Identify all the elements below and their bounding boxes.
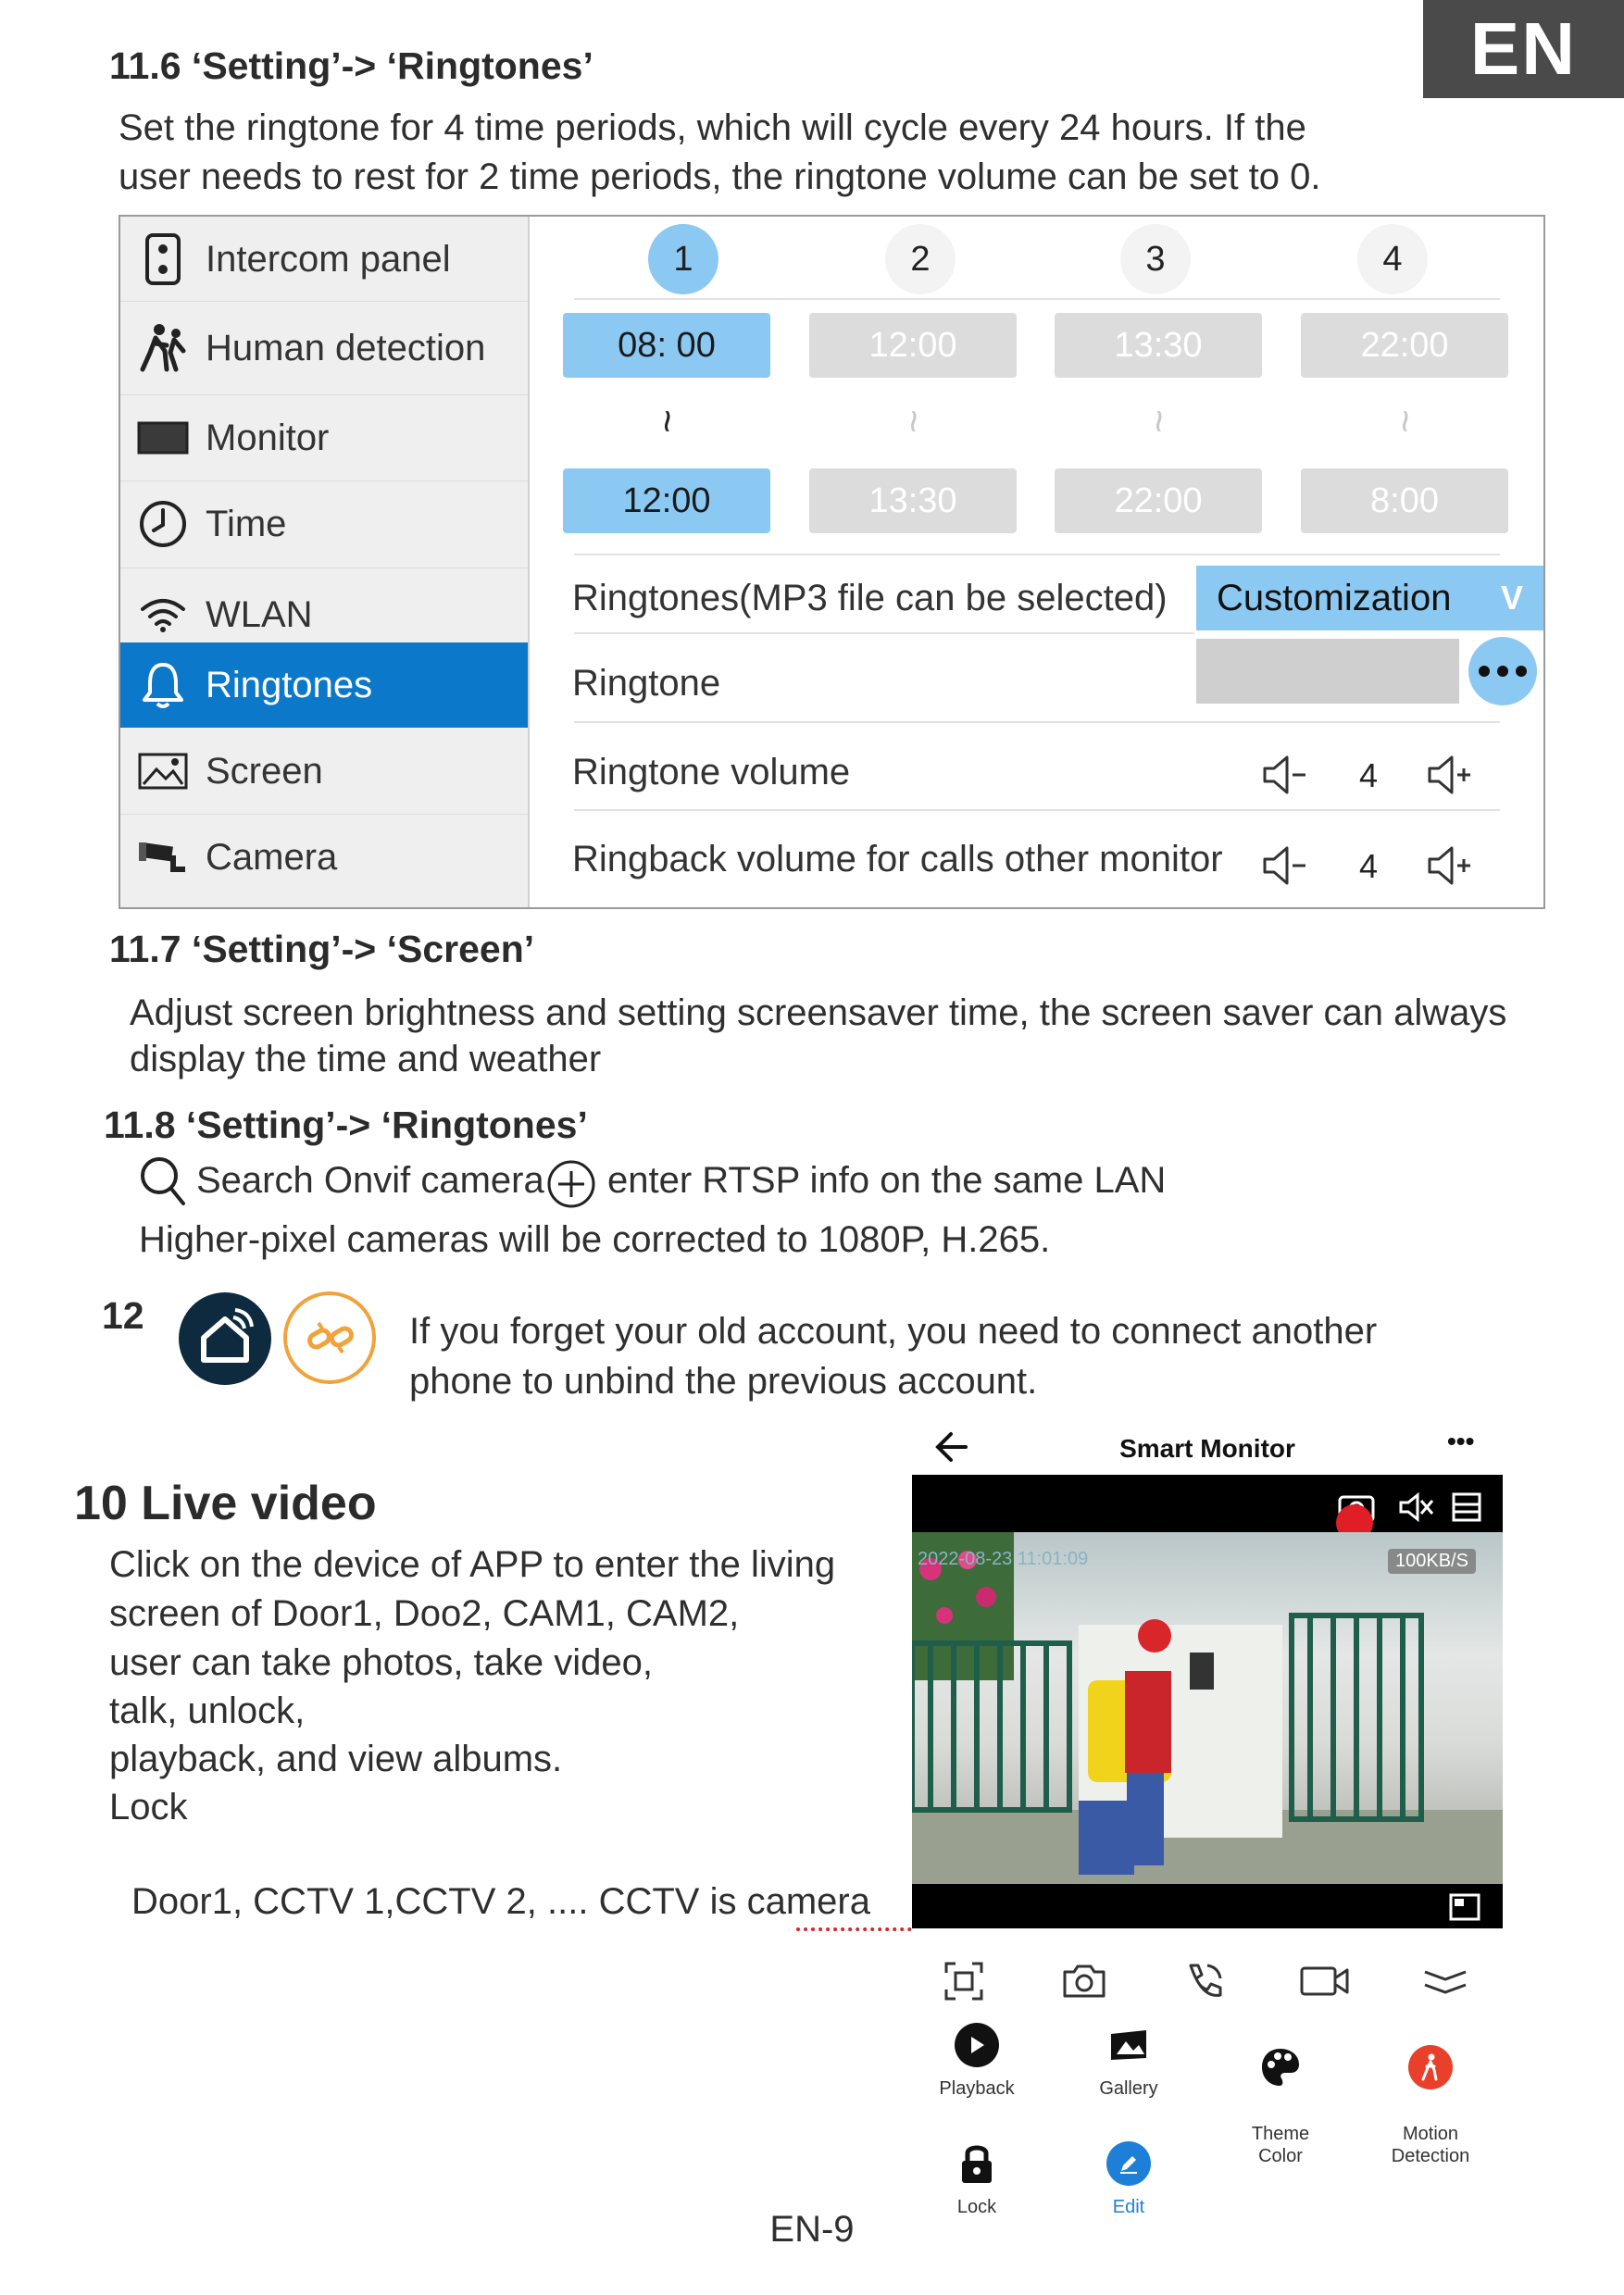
sidebar-item-label: Ringtones [206, 664, 373, 705]
theme-color-button[interactable] [1225, 2023, 1336, 2167]
edit-icon [1106, 2141, 1151, 2186]
sidebar-item-label: Monitor [206, 417, 330, 458]
period-1-start[interactable]: 08: 00 [563, 313, 770, 378]
monitor-icon [137, 412, 189, 464]
video-record-icon[interactable] [1297, 1953, 1353, 2009]
ringtone-volume-label: Ringtone volume [572, 752, 851, 792]
section-12-line2: phone to unbind the previous account. [409, 1361, 1038, 1402]
speaker-plus-icon [1426, 754, 1474, 796]
section-11-6-line2: user needs to rest for 2 time periods, the ringtone volume can be set to 0. [119, 156, 1321, 197]
sidebar-item-label: Time [206, 503, 287, 544]
motion-icon [1408, 2045, 1453, 2089]
camera-icon [137, 831, 189, 883]
settings-sidebar [120, 217, 530, 907]
ringtone-volume-down-button[interactable] [1261, 754, 1309, 804]
sidebar-item-screen[interactable] [120, 729, 528, 814]
page-number: EN-9 [769, 2209, 855, 2250]
section-12-line1: If you forget your old account, you need to connect another [409, 1311, 1378, 1352]
period-3-start[interactable]: 13:30 [1055, 313, 1262, 378]
lock-label: Lock [956, 2197, 997, 2217]
lock-icon [955, 2141, 999, 2186]
period-4-separator: ~ [1382, 409, 1428, 433]
more-options-button[interactable] [1468, 637, 1537, 705]
period-1-separator: ~ [644, 409, 690, 433]
sidebar-item-camera[interactable] [120, 815, 528, 900]
section-10-line: talk, unlock, [109, 1690, 306, 1731]
section-11-6-title: 11.6 ‘Setting’-> ‘Ringtones’ [109, 44, 593, 87]
section-12-number: 12 [102, 1294, 144, 1337]
motion-detection-label: Motion Detection [1391, 2124, 1470, 2166]
ringtone-settings-panel [119, 215, 1545, 909]
ringback-volume-label: Ringback volume for calls other monitor [572, 839, 1223, 879]
ringtone-volume-value: 4 [1359, 756, 1379, 794]
period-tab-3[interactable]: 3 [1120, 224, 1191, 294]
screenshot-crop-icon[interactable] [936, 1953, 992, 2009]
ringtones-dropdown-value: Customization [1217, 577, 1452, 618]
camera-scene-image [912, 1532, 1503, 1884]
sidebar-item-monitor[interactable] [120, 395, 528, 480]
app-title: Smart Monitor [1119, 1434, 1295, 1463]
period-2-separator: ~ [891, 409, 936, 433]
period-tab-2[interactable]: 2 [885, 224, 956, 294]
section-11-7-line1: Adjust screen brightness and setting screensaver time, the screen saver can always [130, 992, 1507, 1033]
period-2-end[interactable]: 13:30 [809, 468, 1017, 533]
period-1-end[interactable]: 12:00 [563, 468, 770, 533]
playback-label: Playback [939, 2078, 1015, 2099]
mute-icon[interactable] [1397, 1491, 1434, 1528]
bitrate-badge: 100KB/S [1388, 1549, 1476, 1574]
ringtones-label: Ringtones(MP3 file can be selected) [572, 578, 1168, 618]
period-tab-4[interactable]: 4 [1357, 224, 1428, 294]
section-11-7-title: 11.7 ‘Setting’-> ‘Screen’ [109, 928, 535, 970]
section-11-8-line2: Higher-pixel cameras will be corrected to 1080P, H.265. [139, 1219, 1051, 1260]
smart-monitor-app [912, 1421, 1503, 2245]
ringback-volume-down-button[interactable] [1261, 844, 1309, 895]
layout-icon[interactable] [1451, 1491, 1482, 1528]
gallery-label: Gallery [1099, 2078, 1158, 2099]
search-onvif-text: Search Onvif camera [196, 1160, 544, 1201]
sidebar-item-label: WLAN [206, 593, 313, 635]
live-video-view[interactable] [912, 1475, 1503, 1928]
section-11-7-line2: display the time and weather [130, 1039, 602, 1079]
video-timestamp: 2022-08-23 11:01:09 [918, 1549, 1089, 1569]
sidebar-item-intercom-panel[interactable] [120, 217, 528, 302]
sidebar-item-label: Human detection [206, 327, 486, 368]
playback-button[interactable] [921, 2023, 1032, 2100]
search-icon [139, 1155, 187, 1207]
lock-button[interactable] [921, 2141, 1032, 2218]
ringtone-label: Ringtone [572, 663, 721, 704]
section-10-line: Lock [109, 1787, 188, 1827]
sidebar-item-label: Screen [206, 750, 323, 792]
sidebar-item-label: Intercom panel [206, 238, 451, 280]
ringtone-file-field[interactable] [1196, 639, 1459, 704]
sidebar-item-ringtones[interactable] [120, 642, 528, 728]
theme-color-label: Theme Color [1251, 2124, 1310, 2166]
more-dots-icon [1477, 665, 1529, 678]
speaker-plus-icon [1426, 844, 1474, 887]
section-11-8-title: 11.8 ‘Setting’-> ‘Ringtones’ [104, 1104, 588, 1146]
palette-icon [1258, 2045, 1303, 2089]
unlink-icon [281, 1290, 378, 1386]
smart-home-app-icon [178, 1291, 272, 1386]
gallery-icon [1106, 2023, 1151, 2067]
gallery-button[interactable] [1073, 2023, 1184, 2100]
image-icon [137, 745, 189, 797]
sidebar-item-time[interactable] [120, 481, 528, 567]
camera-capture-icon[interactable] [1056, 1953, 1112, 2009]
edit-label: Edit [1112, 2197, 1145, 2217]
bell-icon [137, 659, 189, 711]
chevron-down-icon: V [1500, 579, 1523, 617]
intercom-icon [137, 233, 189, 285]
collapse-chevron-icon[interactable] [1418, 1953, 1473, 2009]
ringtone-volume-up-button[interactable] [1426, 754, 1474, 804]
section-11-6-line1: Set the ringtone for 4 time periods, which will cycle every 24 hours. If the [119, 107, 1306, 148]
section-10-line: user can take photos, take video, [109, 1642, 654, 1683]
sidebar-item-human-detection[interactable] [120, 302, 528, 394]
language-badge: EN [1423, 0, 1624, 98]
motion-detection-button[interactable] [1375, 2023, 1486, 2167]
period-3-end[interactable]: 22:00 [1055, 468, 1262, 533]
period-4-start[interactable]: 22:00 [1301, 313, 1508, 378]
human-icon [137, 322, 189, 374]
ringback-volume-value: 4 [1359, 847, 1379, 885]
rtsp-info-text: enter RTSP info on the same LAN [607, 1160, 1167, 1201]
edit-button[interactable] [1073, 2141, 1184, 2218]
section-10-line: Click on the device of APP to enter the living [109, 1544, 836, 1585]
more-menu-button[interactable]: ••• [1447, 1427, 1475, 1455]
speaker-minus-icon [1261, 844, 1309, 887]
section-10-line: playback, and view albums. [109, 1739, 563, 1779]
ringtones-dropdown[interactable] [1196, 566, 1543, 630]
add-circle-icon [546, 1159, 596, 1209]
wifi-icon [137, 589, 189, 641]
fullscreen-icon[interactable] [1449, 1893, 1480, 1926]
period-3-separator: ~ [1136, 409, 1181, 433]
period-2-start[interactable]: 12:00 [809, 313, 1017, 378]
section-10-note: Door1, CCTV 1,CCTV 2, .... CCTV is camera [131, 1881, 870, 1922]
speaker-minus-icon [1261, 754, 1309, 796]
ringback-volume-up-button[interactable] [1426, 844, 1474, 895]
period-4-end[interactable]: 8:00 [1301, 468, 1508, 533]
clock-icon [137, 498, 189, 550]
play-icon [955, 2023, 999, 2067]
sidebar-item-label: Camera [206, 836, 338, 878]
period-tab-1[interactable]: 1 [648, 224, 718, 294]
section-10-title: 10 Live video [74, 1477, 377, 1530]
talk-phone-icon[interactable] [1177, 1953, 1232, 2009]
section-10-line: screen of Door1, Doo2, CAM1, CAM2, [109, 1593, 740, 1634]
